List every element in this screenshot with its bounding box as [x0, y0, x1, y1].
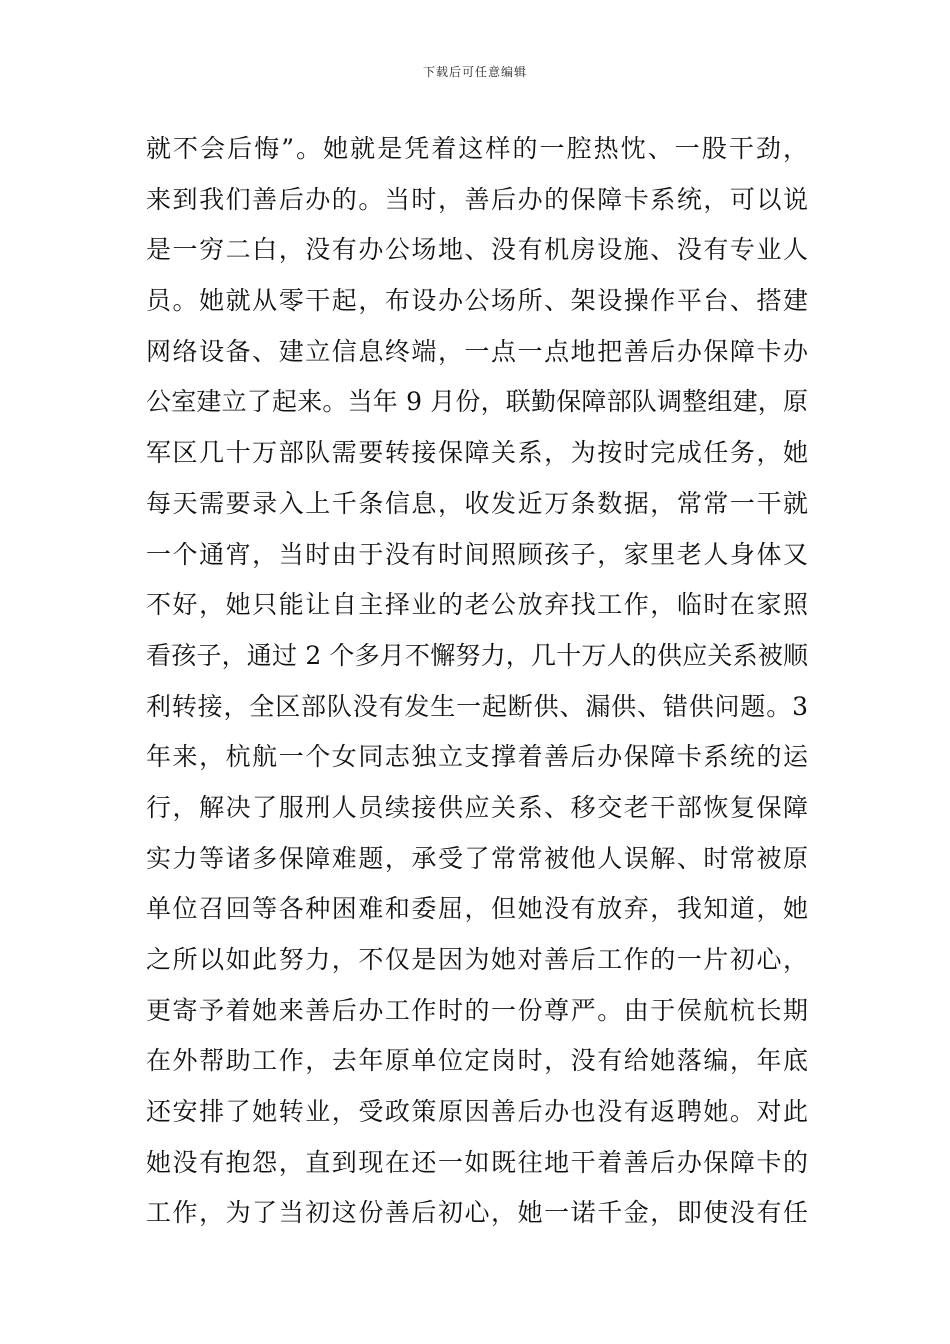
text-line: 来到我们善后办的。当时，善后办的保障卡系统，可以说 [146, 184, 808, 214]
text-line: 更寄予着她来善后办工作时的一份尊严。由于侯航杭长期 [146, 995, 808, 1025]
text-line: 军区几十万部队需要转接保障关系，为按时完成任务，她 [146, 438, 808, 468]
text-line: 不好，她只能让自主择业的老公放弃找工作，临时在家照 [146, 590, 808, 620]
text-line: 每天需要录入上千条信息，收发近万条数据，常常一干就 [146, 488, 808, 518]
text-line: 员。她就从零干起，布设办公场所、架设操作平台、搭建 [146, 286, 808, 316]
text-line: 实力等诸多保障难题，承受了常常被他人误解、时常被原 [146, 843, 808, 873]
text-line: 在外帮助工作，去年原单位定岗时，没有给她落编，年底 [146, 1046, 808, 1076]
text-line: 行，解决了服刑人员续接供应关系、移交老干部恢复保障 [146, 792, 808, 822]
text-line: 就不会后悔”。她就是凭着这样的一腔热忱、一股干劲， [146, 134, 808, 163]
text-line: 还安排了她转业，受政策原因善后办也没有返聘她。对此 [146, 1097, 808, 1127]
text-line: 是一穷二白，没有办公场地、没有机房设施、没有专业人 [146, 235, 808, 265]
body-text [146, 124, 808, 1239]
text-line: 年来，杭航一个女同志独立支撑着善后办保障卡系统的运 [146, 742, 808, 772]
text-line: 看孩子，通过 2 个多月不懈努力，几十万人的供应关系被顺 [146, 640, 808, 670]
text-line: 单位召回等各种困难和委屈，但她没有放弃，我知道，她 [146, 894, 808, 924]
text-line: 一个通宵，当时由于没有时间照顾孩子，家里老人身体又 [146, 539, 808, 569]
text-line: 利转接，全区部队没有发生一起断供、漏供、错供问题。3 [146, 691, 808, 721]
text-line: 公室建立了起来。当年 9 月份，联勤保障部队调整组建，原 [146, 387, 808, 417]
text-line: 工作，为了当初这份善后初心，她一诺千金，即使没有任 [146, 1198, 808, 1228]
text-line: 她没有抱怨，直到现在还一如既往地干着善后办保障卡的 [146, 1147, 808, 1177]
text-line: 网络设备、建立信息终端，一点一点地把善后办保障卡办 [146, 336, 808, 366]
page-header: 下载后可任意编辑 [422, 65, 527, 79]
text-line: 之所以如此努力，不仅是因为她对善后工作的一片初心， [146, 945, 808, 974]
